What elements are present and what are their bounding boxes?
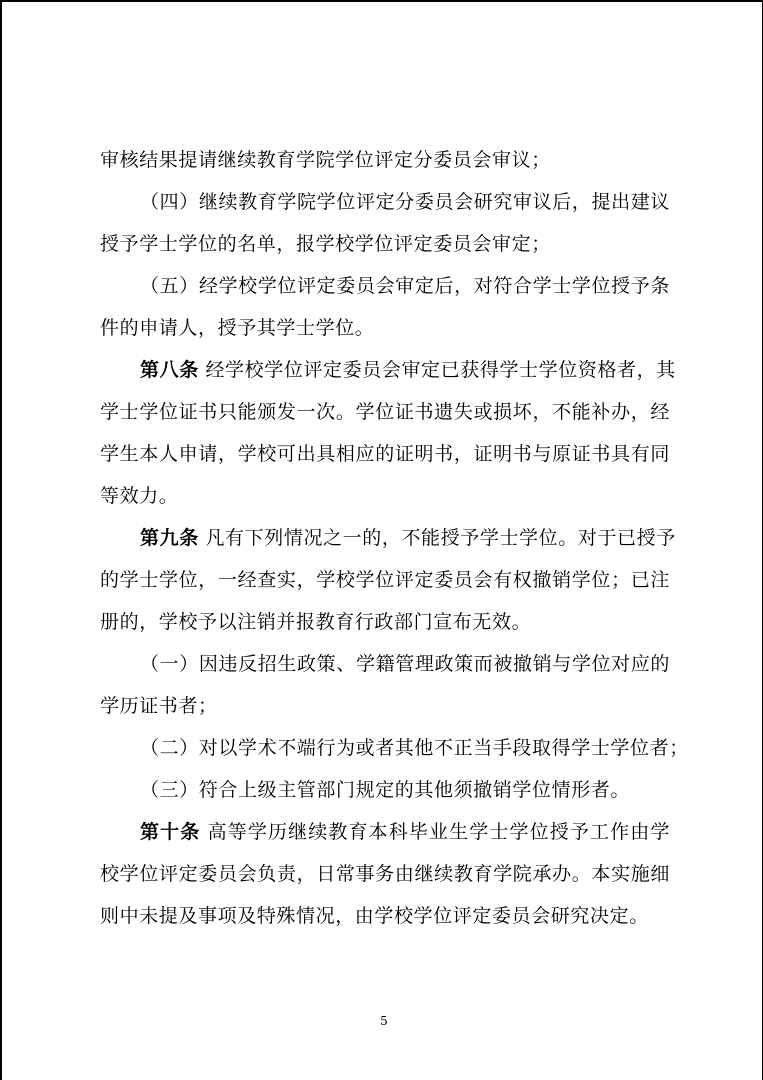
text-line: 册的，学校予以注销并报教育行政部门宣布无效。 bbox=[100, 611, 532, 633]
text-line: 校学位评定委员会负责，日常事务由继续教育学院承办。本实施细 bbox=[100, 863, 670, 885]
text-line: 学士学位证书只能颁发一次。学位证书遗失或损坏，不能补办，经 bbox=[100, 401, 670, 423]
text-line: 高等学历继续教育本科毕业生学士学位授予工作由学 bbox=[207, 821, 670, 843]
text-line: 经学校学位评定委员会审定已获得学士学位资格者，其 bbox=[205, 359, 676, 381]
text-line: （一）因违反招生政策、学籍管理政策而被撤销与学位对应的 bbox=[140, 653, 670, 675]
text-line: 等效力。 bbox=[100, 485, 179, 507]
text-line: 学历证书者； bbox=[100, 695, 218, 717]
article-first-line bbox=[140, 819, 670, 845]
text-line: 授予学士学位的名单，报学校学位评定委员会审定； bbox=[100, 233, 551, 255]
text-line: （四）继续教育学院学位评定分委员会研究审议后，提出建议 bbox=[140, 191, 670, 213]
text-line: （二）对以学术不端行为或者其他不正当手段取得学士学位者； bbox=[140, 737, 689, 759]
text-line: 审核结果提请继续教育学院学位评定分委员会审议； bbox=[100, 149, 551, 171]
article-heading: 第八条 bbox=[140, 359, 199, 381]
text-line: 的学士学位，一经查实，学校学位评定委员会有权撤销学位；已注 bbox=[100, 569, 670, 591]
article-heading: 第九条 bbox=[140, 527, 199, 549]
text-line: 则中未提及事项及特殊情况，由学校学位评定委员会研究决定。 bbox=[100, 905, 649, 927]
text-line: 学生本人申请，学校可出具相应的证明书，证明书与原证书具有同 bbox=[100, 443, 670, 465]
article-heading: 第十条 bbox=[140, 821, 201, 843]
text-line: 件的申请人，授予其学士学位。 bbox=[100, 317, 375, 339]
text-line: （五）经学校学位评定委员会审定后，对符合学士学位授予条 bbox=[140, 275, 670, 297]
page-number: 5 bbox=[380, 1014, 388, 1028]
article-first-line bbox=[140, 357, 676, 383]
text-line: （三）符合上级主管部门规定的其他须撤销学位情形者。 bbox=[140, 779, 631, 801]
text-line: 凡有下列情况之一的，不能授予学士学位。对于已授予 bbox=[205, 527, 676, 549]
article-first-line bbox=[140, 525, 676, 551]
